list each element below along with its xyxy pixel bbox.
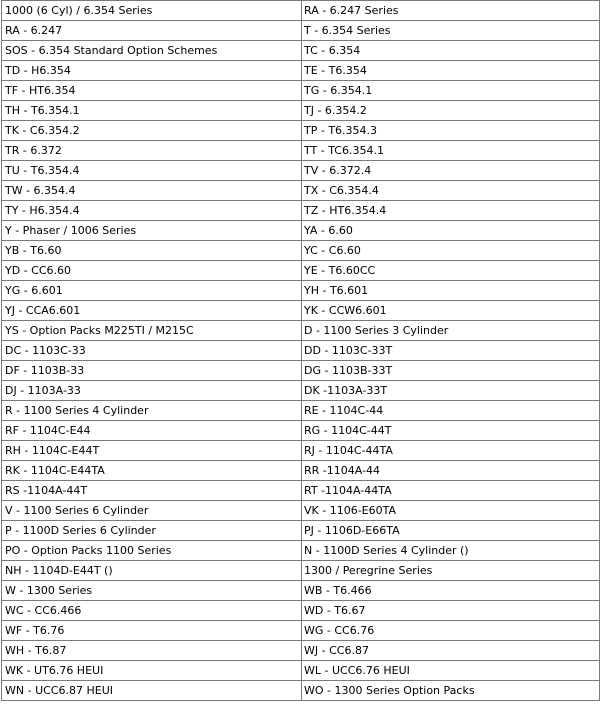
table-cell-right: RA - 6.247 Series <box>302 1 600 21</box>
table-row <box>2 101 600 121</box>
table-cell-left: R - 1100 Series 4 Cylinder <box>2 401 302 421</box>
table-row <box>2 561 600 581</box>
table-cell-right: TP - T6.354.3 <box>302 121 600 141</box>
table-cell-right: YA - 6.60 <box>302 221 600 241</box>
table-cell-left: WH - T6.87 <box>2 641 302 661</box>
table-cell-left: RF - 1104C-E44 <box>2 421 302 441</box>
table-cell-left: RH - 1104C-E44T <box>2 441 302 461</box>
table-cell-left: YJ - CCA6.601 <box>2 301 302 321</box>
table-row <box>2 681 600 701</box>
table-row <box>2 401 600 421</box>
table-row <box>2 621 600 641</box>
table-row <box>2 321 600 341</box>
table-cell-left: TY - H6.354.4 <box>2 201 302 221</box>
table-row <box>2 361 600 381</box>
table-row <box>2 81 600 101</box>
table-cell-left: YG - 6.601 <box>2 281 302 301</box>
table-cell-right: DG - 1103B-33T <box>302 361 600 381</box>
table-row <box>2 181 600 201</box>
table-row <box>2 221 600 241</box>
table-cell-right: RT -1104A-44TA <box>302 481 600 501</box>
table-cell-left: WN - UCC6.87 HEUI <box>2 681 302 701</box>
table-row <box>2 261 600 281</box>
table-row <box>2 481 600 501</box>
table-cell-left: TF - HT6.354 <box>2 81 302 101</box>
table-cell-right: TX - C6.354.4 <box>302 181 600 201</box>
table-cell-right: TZ - HT6.354.4 <box>302 201 600 221</box>
table-row <box>2 441 600 461</box>
table-row <box>2 661 600 681</box>
table-cell-left: TK - C6.354.2 <box>2 121 302 141</box>
table-cell-right: D - 1100 Series 3 Cylinder <box>302 321 600 341</box>
table-cell-right: WD - T6.67 <box>302 601 600 621</box>
table-cell-left: SOS - 6.354 Standard Option Schemes <box>2 41 302 61</box>
table-row <box>2 1 600 21</box>
table-cell-right: TT - TC6.354.1 <box>302 141 600 161</box>
table-cell-right: TV - 6.372.4 <box>302 161 600 181</box>
table-row <box>2 341 600 361</box>
table-cell-right: TJ - 6.354.2 <box>302 101 600 121</box>
table-cell-left: W - 1300 Series <box>2 581 302 601</box>
table-cell-left: WF - T6.76 <box>2 621 302 641</box>
table-cell-left: YD - CC6.60 <box>2 261 302 281</box>
table-row <box>2 461 600 481</box>
table-cell-left: TU - T6.354.4 <box>2 161 302 181</box>
table-row <box>2 41 600 61</box>
table-cell-left: RK - 1104C-E44TA <box>2 461 302 481</box>
table-row <box>2 201 600 221</box>
series-table <box>1 0 600 701</box>
table-cell-left: 1000 (6 Cyl) / 6.354 Series <box>2 1 302 21</box>
table-cell-right: VK - 1106-E60TA <box>302 501 600 521</box>
table-cell-left: DJ - 1103A-33 <box>2 381 302 401</box>
table-cell-right: WL - UCC6.76 HEUI <box>302 661 600 681</box>
table-row <box>2 241 600 261</box>
table-row <box>2 581 600 601</box>
table-row <box>2 421 600 441</box>
table-cell-right: RJ - 1104C-44TA <box>302 441 600 461</box>
table-cell-right: DK -1103A-33T <box>302 381 600 401</box>
table-row <box>2 61 600 81</box>
table-row <box>2 301 600 321</box>
table-row <box>2 521 600 541</box>
table-cell-right: WB - T6.466 <box>302 581 600 601</box>
table-cell-left: DC - 1103C-33 <box>2 341 302 361</box>
table-cell-right: TG - 6.354.1 <box>302 81 600 101</box>
table-cell-left: Y - Phaser / 1006 Series <box>2 221 302 241</box>
table-cell-right: N - 1100D Series 4 Cylinder () <box>302 541 600 561</box>
table-cell-right: 1300 / Peregrine Series <box>302 561 600 581</box>
table-cell-left: TW - 6.354.4 <box>2 181 302 201</box>
table-cell-right: RG - 1104C-44T <box>302 421 600 441</box>
table-row <box>2 141 600 161</box>
table-cell-right: T - 6.354 Series <box>302 21 600 41</box>
table-cell-left: TD - H6.354 <box>2 61 302 81</box>
table-row <box>2 501 600 521</box>
table-cell-right: PJ - 1106D-E66TA <box>302 521 600 541</box>
table-row <box>2 541 600 561</box>
series-table-body <box>2 1 600 701</box>
table-cell-right: YK - CCW6.601 <box>302 301 600 321</box>
table-row <box>2 281 600 301</box>
table-cell-right: TC - 6.354 <box>302 41 600 61</box>
table-cell-left: DF - 1103B-33 <box>2 361 302 381</box>
table-cell-left: PO - Option Packs 1100 Series <box>2 541 302 561</box>
table-cell-left: NH - 1104D-E44T () <box>2 561 302 581</box>
table-cell-left: RS -1104A-44T <box>2 481 302 501</box>
table-cell-left: P - 1100D Series 6 Cylinder <box>2 521 302 541</box>
table-row <box>2 381 600 401</box>
table-row <box>2 601 600 621</box>
table-cell-left: YS - Option Packs M225TI / M215C <box>2 321 302 341</box>
table-cell-right: RR -1104A-44 <box>302 461 600 481</box>
table-row <box>2 161 600 181</box>
table-cell-right: YC - C6.60 <box>302 241 600 261</box>
table-cell-right: WG - CC6.76 <box>302 621 600 641</box>
table-cell-left: WC - CC6.466 <box>2 601 302 621</box>
table-cell-right: WO - 1300 Series Option Packs <box>302 681 600 701</box>
table-cell-right: TE - T6.354 <box>302 61 600 81</box>
table-cell-left: V - 1100 Series 6 Cylinder <box>2 501 302 521</box>
table-cell-right: WJ - CC6.87 <box>302 641 600 661</box>
table-cell-left: RA - 6.247 <box>2 21 302 41</box>
table-cell-right: YH - T6.601 <box>302 281 600 301</box>
table-cell-left: TR - 6.372 <box>2 141 302 161</box>
table-cell-left: TH - T6.354.1 <box>2 101 302 121</box>
table-cell-right: YE - T6.60CC <box>302 261 600 281</box>
table-cell-left: YB - T6.60 <box>2 241 302 261</box>
table-row <box>2 641 600 661</box>
table-cell-right: DD - 1103C-33T <box>302 341 600 361</box>
table-cell-left: WK - UT6.76 HEUI <box>2 661 302 681</box>
table-row <box>2 121 600 141</box>
table-row <box>2 21 600 41</box>
table-cell-right: RE - 1104C-44 <box>302 401 600 421</box>
